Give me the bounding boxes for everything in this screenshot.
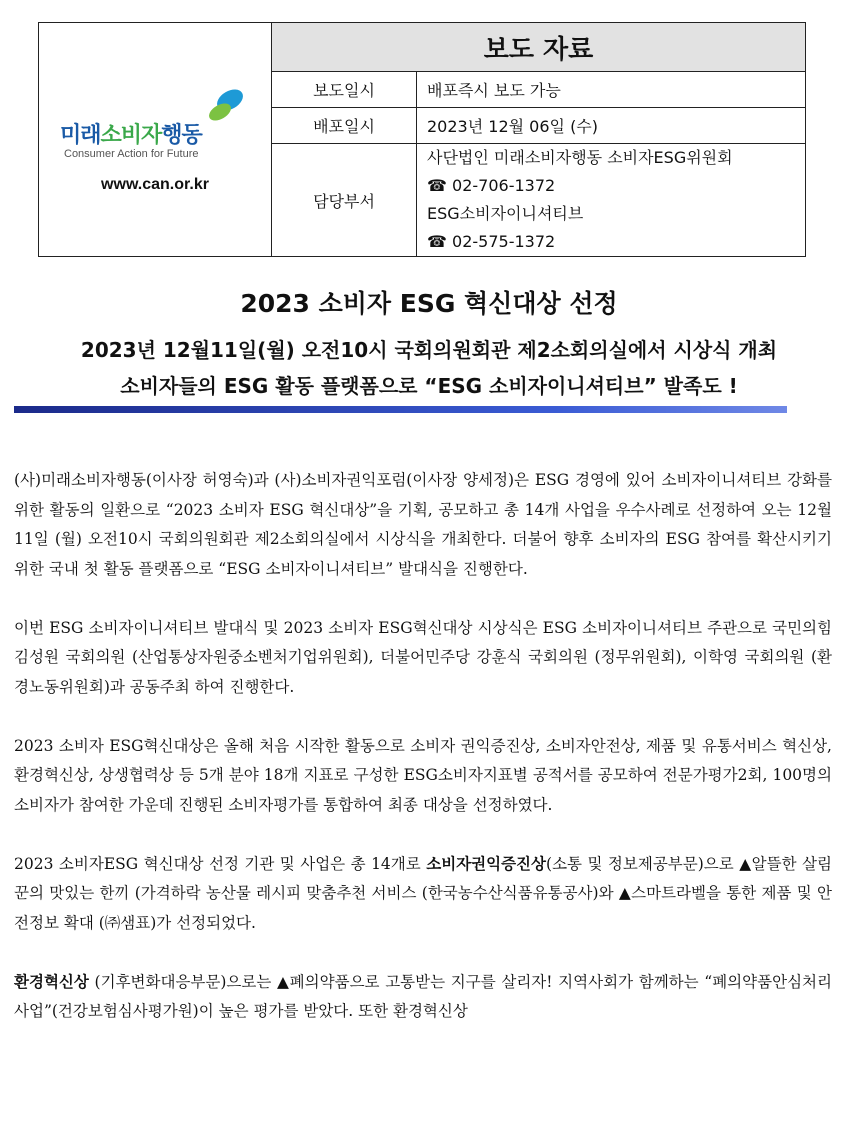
- award-name: 환경혁신상: [14, 972, 89, 991]
- award-name: 소비자권익증진상: [426, 854, 547, 873]
- headline-sub-2: 소비자들의 ESG 활동 플랫폼으로 “ESG 소비자이니셔티브” 발족도 !: [120, 374, 738, 398]
- logo-wordmark: 미래소비자행동: [60, 121, 202, 147]
- paragraph: [14, 850, 832, 939]
- paragraph-text: (기후변화대응부문)으로는 ▲폐의약품으로 고통받는 지구를 살리자! 지역사회가 함께하는 “폐의약품안심처리 사업”(건강보험심사평가원)이 높은 평가를 받았다. 또한 환경혁신상: [14, 972, 832, 1020]
- headline-main: 2023 소비자 ESG 혁신대상 선정: [240, 289, 618, 318]
- paragraph-text: 2023 소비자ESG 혁신대상 선정 기관 및 사업은 총 14개로: [14, 854, 427, 873]
- distribution-date-label: 배포일시: [272, 108, 417, 144]
- paragraph: 이번 ESG 소비자이니셔티브 발대식 및 2023 소비자 ESG혁신대상 시상식은 ESG 소비자이니셔티브 주관으로 국민의힘 김성원 국회의원 (산업통상자원중소벤처기업위원회), 더불어민주당 강훈식 국회의원 (정무위원회), 이학영 국회의원 (환경노동위원회)과 공동주최 하여 진행한다.: [14, 618, 832, 696]
- press-header-table: [38, 22, 806, 257]
- logo-tagline: Consumer Action for Future: [64, 147, 199, 160]
- headline-divider: [14, 406, 787, 413]
- logo: [60, 86, 250, 166]
- article-body: [14, 466, 832, 1056]
- press-release-title: 보도 자료: [272, 23, 806, 72]
- department-phone: ☎ 02-575-1372: [427, 232, 556, 251]
- distribution-date-value: 2023년 12월 06일 (수): [417, 108, 806, 144]
- paragraph: (사)미래소비자행동(이사장 허영숙)과 (사)소비자권익포럼(이사장 양세정)은 ESG 경영에 있어 소비자이니셔티브 강화를 위한 활동의 일환으로 “2023 소비자 ESG 혁신대상”을 기획, 공모하고 총 14개 사업을 우수사례로 선정하여 오는 12월11일 (월) 오전10시 국회의원회관 제2소회의실에서 시상식을 개최한다. 더불어 향후 소비자의 ESG 참여를 확산시키기 위한 국내 첫 활동 플랫폼으로 “ESG 소비자이니셔티브” 발대식을 진행한다.: [14, 471, 832, 578]
- headline-sub-1: 2023년 12월11일(월) 오전10시 국회의원회관 제2소회의실에서 시상식 개최: [80, 338, 778, 362]
- paragraph-text: (소통 및 정보제공부문)으로 ▲알뜰한 살림꾼의 맛있는 한끼 (가격하락 농산물 레시피 맞춤추천 서비스 (한국농수산식품유통공사)와 ▲스마트라벨을 통한 제품 및 안전정보 확대 (㈜샘표)가 선정되었다.: [14, 854, 833, 932]
- logo-cell: [39, 23, 272, 257]
- department-line: 사단법인 미래소비자행동 소비자ESG위원회: [427, 148, 733, 167]
- department-label: 담당부서: [272, 144, 417, 257]
- release-time-value: 배포즉시 보도 가능: [417, 72, 806, 108]
- release-time-label: 보도일시: [272, 72, 417, 108]
- department-phone: ☎ 02-706-1372: [427, 176, 556, 195]
- leaf-logo-icon: [200, 86, 246, 126]
- department-value: [417, 144, 806, 257]
- website-url[interactable]: www.can.or.kr: [101, 175, 209, 193]
- paragraph: [14, 968, 832, 1027]
- paragraph: 2023 소비자 ESG혁신대상은 올해 처음 시작한 활동으로 소비자 권익증진상, 소비자안전상, 제품 및 유통서비스 혁신상, 환경혁신상, 상생협력상 등 5개 분야 18개 지표로 구성한 ESG소비자지표별 공적서를 공모하여 전문가평가2회, 100명의 소비자가 참여한 가운데 진행된 소비자평가를 통합하여 최종 대상을 선정하였다.: [14, 736, 832, 814]
- department-line: ESG소비자이니셔티브: [427, 204, 584, 223]
